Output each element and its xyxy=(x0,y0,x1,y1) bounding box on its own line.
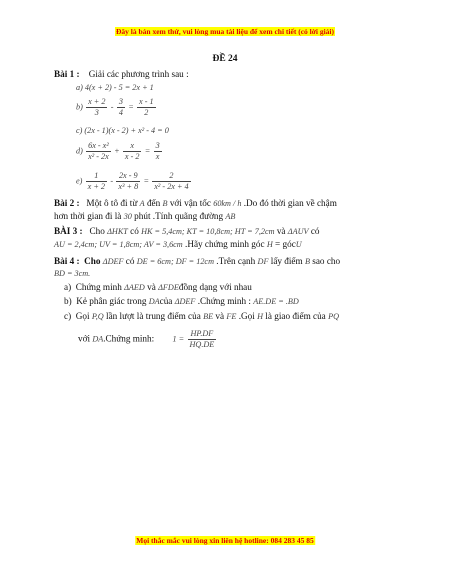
triangle-AED: ΔAED xyxy=(124,283,145,292)
text: đồng dạng với nhau xyxy=(178,282,252,292)
text: Một ô tô đi từ xyxy=(86,198,138,208)
segment-AB: AB xyxy=(225,212,236,221)
text: với xyxy=(78,333,91,344)
measurements-DEF: DE = 6cm; DF = 12cm xyxy=(136,257,214,266)
equation-b xyxy=(76,97,157,118)
operator: + xyxy=(114,146,120,156)
exercise-3-line-2 xyxy=(54,239,302,250)
segment-PQ: PQ xyxy=(328,312,339,321)
exercise-2-line-2 xyxy=(54,211,235,222)
text: .Hãy chứng minh góc xyxy=(185,239,265,249)
measurement-BD: BD = 3cm. xyxy=(54,269,91,278)
text: là giao điểm của xyxy=(265,311,326,321)
text: sao cho xyxy=(312,256,341,266)
points-PQ: P,Q xyxy=(91,312,104,321)
text: .Do đó thời gian về chậm xyxy=(243,198,337,208)
measurements-HKT: HK = 5,4cm; KT = 10,8cm; HT = 7,2cm xyxy=(141,227,275,236)
fraction: $\frac{x}{x - 2}$ xyxy=(124,141,140,161)
text: phút .Tính quãng đường xyxy=(134,211,224,221)
text: Cho xyxy=(84,256,101,266)
exercise-4-line-1 xyxy=(54,256,340,267)
text: = góc xyxy=(275,239,296,249)
text: .Trên cạnh xyxy=(216,256,256,266)
point-B: B xyxy=(162,199,168,208)
hotline-banner: Mọi thắc mắc vui lòng xin liên hệ hotline: 084 283 45 85 xyxy=(136,536,314,545)
exercise-1-label: Bài 1 : xyxy=(54,69,80,79)
point-A: A xyxy=(139,199,145,208)
text: Cho xyxy=(89,226,105,236)
text: Gọi xyxy=(75,311,90,321)
operator: - xyxy=(110,102,114,112)
segment-BE: BE xyxy=(203,312,214,321)
operator: 1 = xyxy=(172,334,185,344)
operator: - xyxy=(110,176,114,186)
operator: = xyxy=(143,176,149,186)
triangle-AUV: ΔAUV xyxy=(287,227,309,236)
fraction: $\frac{3}{x}$ xyxy=(155,141,160,161)
exercise-2-label: Bài 2 : xyxy=(54,198,80,208)
triangle-DEF: ΔDEF xyxy=(102,257,124,266)
point-H: H xyxy=(257,312,263,321)
text: và xyxy=(147,282,156,292)
exercise-1-heading xyxy=(54,69,189,80)
triangle-HKT: ΔHKT xyxy=(107,227,128,236)
segment-DF: DF xyxy=(257,257,269,266)
part-a-label: a) xyxy=(64,282,72,292)
equation-d-label: d) xyxy=(76,146,83,156)
part-b xyxy=(64,296,299,307)
text: Chứng minh xyxy=(75,282,122,292)
part-c-line-2 xyxy=(78,329,217,350)
point-B: B xyxy=(304,257,310,266)
text: Kẻ phân giác trong xyxy=(76,296,147,306)
fraction: $\frac{x + 2}{3}$ xyxy=(88,97,106,117)
fraction: $\frac{3}{4}$ xyxy=(118,97,123,117)
part-a xyxy=(64,282,252,293)
text: có xyxy=(130,226,139,236)
equation-c: c) (2x - 1)(x - 2) + x² - 4 = 0 xyxy=(76,126,169,135)
text: lấy điểm xyxy=(270,256,303,266)
exercise-3-line-1 xyxy=(54,226,319,237)
part-c xyxy=(64,311,339,322)
text: đến xyxy=(146,198,161,208)
equation-AE-DE: AE.DE = .BD xyxy=(253,297,299,306)
operator: = xyxy=(144,146,151,156)
text: .Chứng minh: xyxy=(103,333,155,344)
triangle-DEF: ΔDEF xyxy=(174,297,196,306)
segment-DA: DA xyxy=(92,334,104,344)
equation-a: a) 4(x + 2) - 5 = 2x + 1 xyxy=(76,83,154,92)
exercise-1-text: Giải các phương trình sau : xyxy=(88,69,189,79)
part-c-label: c) xyxy=(64,311,72,321)
angle-H: H xyxy=(266,240,273,249)
angle-U: U xyxy=(295,240,302,249)
operator: = xyxy=(128,102,134,112)
preview-notice-banner: Đây là bản xem thử, vui lòng mua tài liệu để xem chi tiết (có lời giải) xyxy=(115,27,335,36)
time-value: 30 xyxy=(123,212,132,221)
equation-d xyxy=(76,141,163,162)
exercise-3-label: BÀI 3 : xyxy=(54,226,83,236)
text: .Chứng minh : xyxy=(197,296,251,306)
equation-b-label: b) xyxy=(76,102,83,112)
part-b-label: b) xyxy=(64,296,72,306)
text: và xyxy=(215,311,225,321)
fraction: $\frac{x - 1}{2}$ xyxy=(139,97,154,117)
equation-e xyxy=(76,171,192,192)
text: và xyxy=(276,226,286,236)
text: có xyxy=(125,256,135,266)
fraction: $\frac{1}{x + 2}$ xyxy=(87,171,106,191)
text: hơn thời gian đi là xyxy=(54,211,122,221)
exercise-2-line-1 xyxy=(54,198,337,209)
text: của xyxy=(159,296,173,306)
fraction: $\frac{2}{\text{x² - 2x + 4}}$ xyxy=(154,171,189,191)
segment-DA: DA xyxy=(148,297,160,306)
segment-FE: FE xyxy=(226,312,237,321)
exercise-4-label: Bài 4 : xyxy=(54,256,80,266)
page-title: ĐỀ 24 xyxy=(212,54,238,64)
equation-e-label: e) xyxy=(76,176,83,186)
triangle-FDE: ΔFDE xyxy=(158,283,179,292)
fraction: $\frac{\text{6x - x²}}{\text{x² - 2x}}$ xyxy=(88,141,109,161)
measurements-AUV: AU = 2,4cm; UV = 1,8cm; AV = 3,6cm xyxy=(54,240,183,249)
fraction: $\frac{2x - 9}{\text{x³ + 8}}$ xyxy=(118,171,139,191)
fraction-HP-HQ: $\frac{HP.DF}{HQ.DE}$ xyxy=(189,329,215,349)
text: có xyxy=(310,226,320,236)
speed-value: 60km / h xyxy=(213,199,242,208)
text: lần lượt là trung điểm của xyxy=(106,311,201,321)
text: với vận tốc xyxy=(169,198,211,208)
text: .Gọi xyxy=(238,311,255,321)
